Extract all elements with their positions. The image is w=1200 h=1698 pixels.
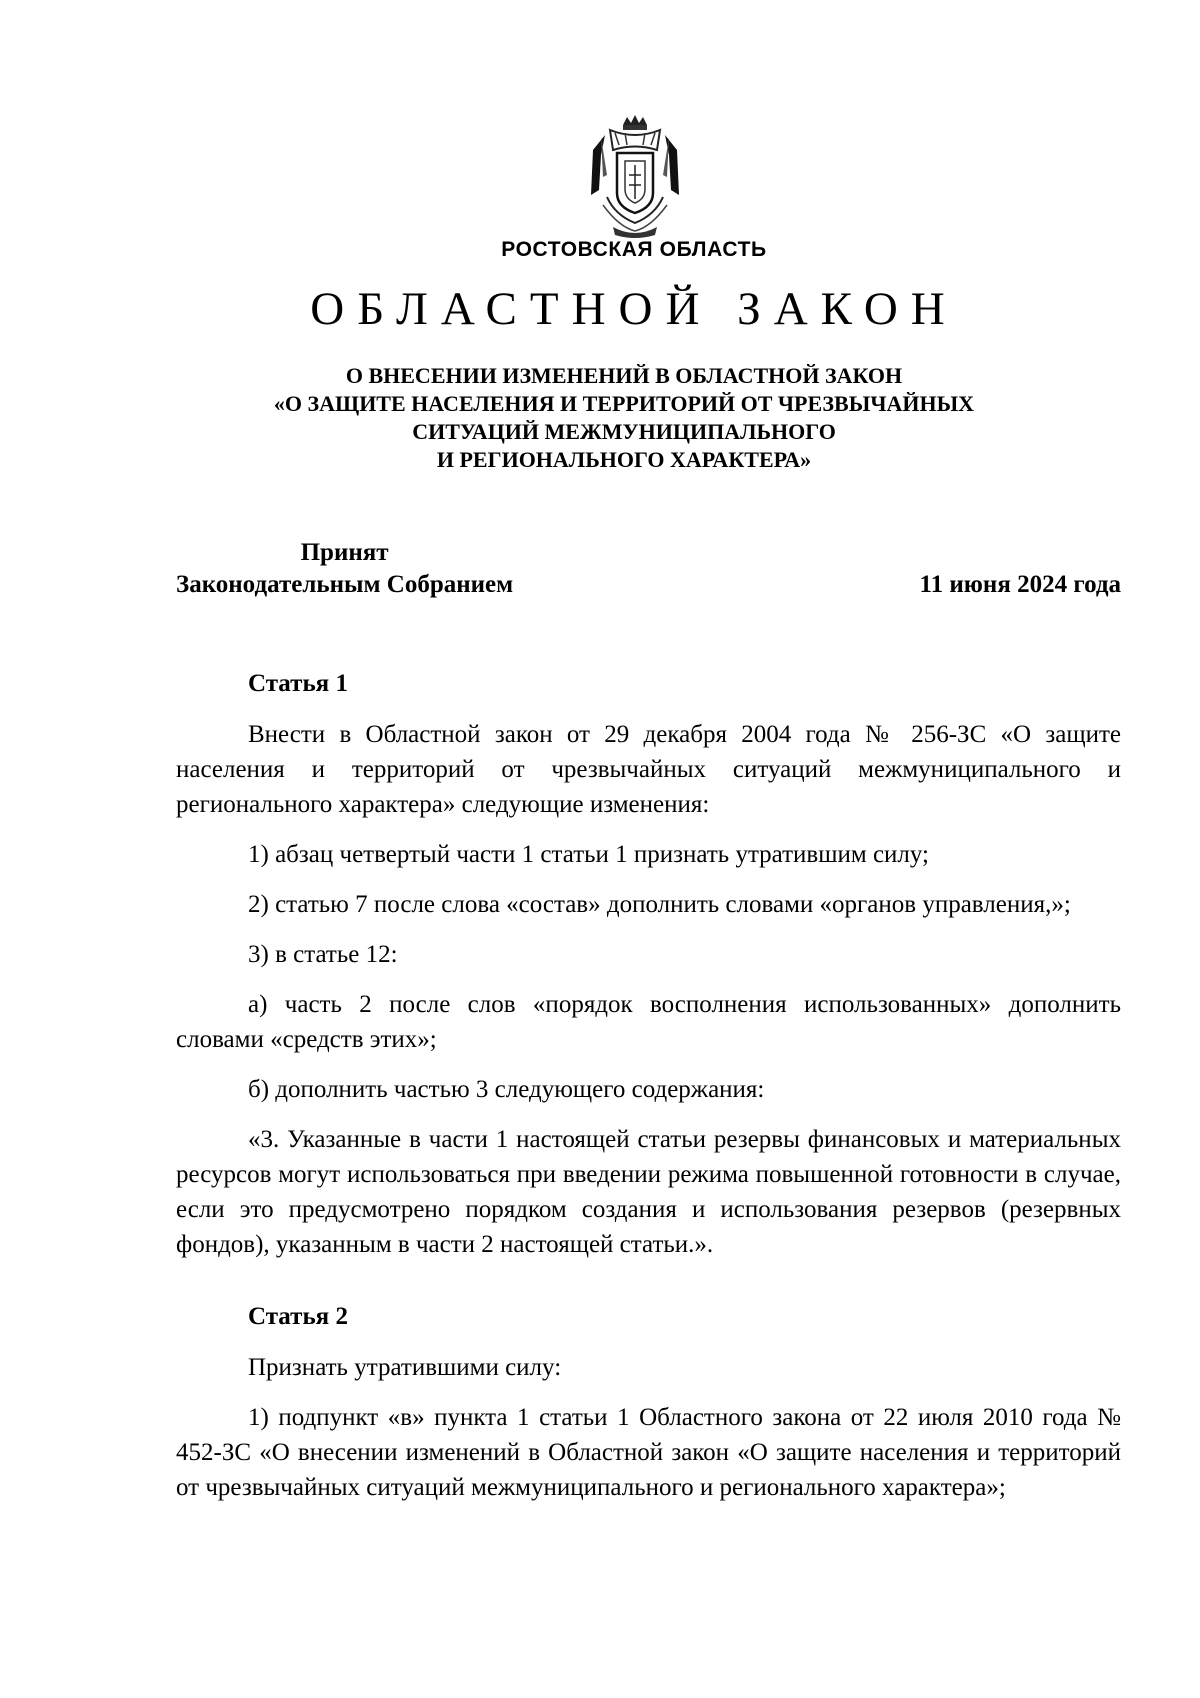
adoption-line-assembly: Законодательным Собранием [176, 571, 514, 598]
region-name: РОСТОВСКАЯ ОБЛАСТЬ [501, 238, 767, 261]
article-1-item-3: 3) в статье 12: [248, 941, 398, 968]
law-type-heading: ОБЛАСТНОЙ ЗАКОН [310, 283, 958, 335]
adoption-authority [176, 537, 513, 601]
law-title-line: «О ЗАЩИТЕ НАСЕЛЕНИЯ И ТЕРРИТОРИЙ ОТ ЧРЕЗВЫЧАЙНЫХ [273, 391, 975, 416]
adoption-line-adopted: Принят [300, 539, 389, 566]
law-title-line: О ВНЕСЕНИИ ИЗМЕНЕНИЙ В ОБЛАСТНОЙ ЗАКОН [345, 363, 903, 388]
article-1-item-3a: а) часть 2 после слов «порядок восполнения использованных» дополнить словами «средств этих»; [176, 991, 1121, 1053]
law-title-line: СИТУАЦИЙ МЕЖМУНИЦИПАЛЬНОГО [412, 419, 836, 444]
article-1-quote: «3. Указанные в части 1 настоящей статьи резервы финансовых и материальных ресурсов могут использоваться при введении режима повышенной готовности в случае, если это предусмотрено порядком создания и использования резервов (резервных фондов), указанным в части 2 настоящей статьи.». [176, 1126, 1121, 1258]
article-1-item-3b: б) дополнить частью 3 следующего содержания: [248, 1076, 765, 1103]
article-2-item-1: 1) подпункт «в» пункта 1 статьи 1 Областного закона от 22 июля 2010 года № 452-ЗС «О внесении изменений в Областной закон «О защите населения и территорий от чрезвычайных ситуаций межмуниципального и регионального характера»; [176, 1404, 1121, 1501]
article-1-intro: Внести в Областной закон от 29 декабря 2004 года № 256-ЗС «О защите населения и территорий от чрезвычайных ситуаций межмуниципального и регионального характера» следующие изменения: [176, 721, 1121, 818]
coat-of-arms-emblem-icon [585, 115, 685, 240]
article-1-heading: Статья 1 [248, 670, 348, 697]
article-2-intro: Признать утратившими силу: [248, 1354, 562, 1381]
law-body [176, 666, 1121, 1520]
article-spacer [176, 1277, 1121, 1299]
article-1-item-2: 2) статью 7 после слова «состав» дополнить словами «органов управления,»; [248, 891, 1071, 918]
law-title [0, 362, 1200, 474]
article-2-heading: Статья 2 [248, 1303, 348, 1330]
law-title-line: И РЕГИОНАЛЬНОГО ХАРАКТЕРА» [436, 447, 812, 472]
article-1-item-1: 1) абзац четвертый части 1 статьи 1 признать утратившим силу; [248, 841, 930, 868]
adoption-date: 11 июня 2024 года [919, 571, 1121, 598]
